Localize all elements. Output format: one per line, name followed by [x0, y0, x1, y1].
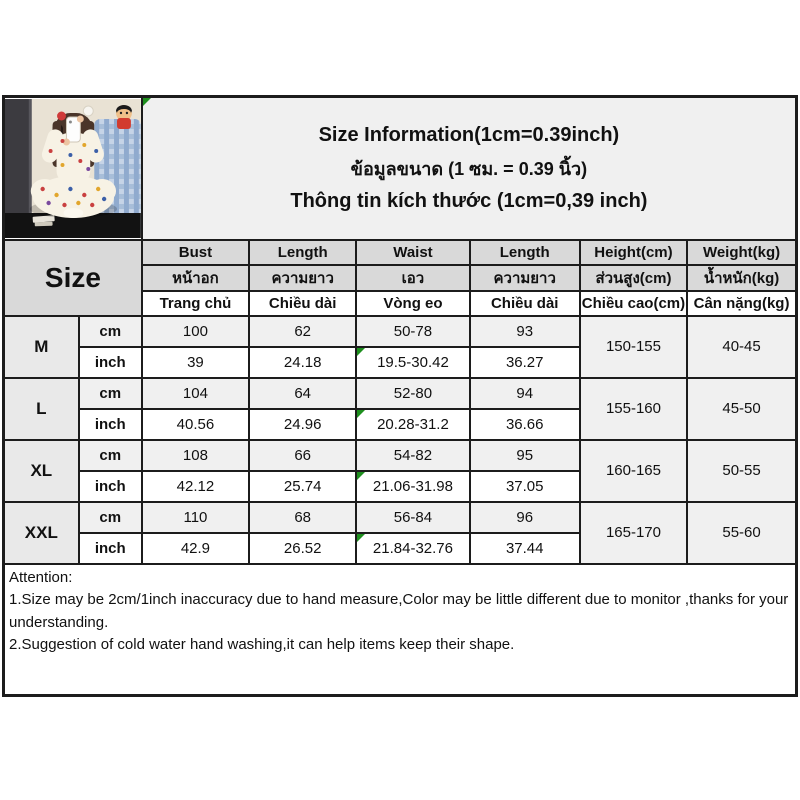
unit-label-inch: inch — [79, 533, 142, 564]
height-range-cell: 150-155 — [580, 316, 687, 378]
measurement-cm-2: 56-84 — [356, 502, 469, 533]
height-range-cell: 160-165 — [580, 440, 687, 502]
measurement-inch-3: 37.05 — [470, 471, 580, 502]
size-name-cell-l: L — [4, 378, 79, 440]
measurement-inch-0: 39 — [142, 347, 249, 378]
column-header-th-3: ความยาว — [470, 265, 580, 291]
size-table-head — [4, 97, 797, 316]
size-table-body — [4, 316, 797, 564]
measurement-cm-1: 66 — [249, 440, 356, 471]
measurement-cm-1: 62 — [249, 316, 356, 347]
measurement-inch-0: 42.12 — [142, 471, 249, 502]
product-photo-cell — [4, 97, 142, 240]
size-row-l-cm — [4, 378, 797, 409]
measurement-inch-3: 36.27 — [470, 347, 580, 378]
column-header-en-2: Waist — [356, 240, 469, 265]
column-header-en-0: Bust — [142, 240, 249, 265]
measurement-inch-1: 25.74 — [249, 471, 356, 502]
column-header-en-3: Length — [470, 240, 580, 265]
column-header-en-1: Length — [249, 240, 356, 265]
size-row-xl-cm — [4, 440, 797, 471]
measurement-inch-0: 40.56 — [142, 409, 249, 440]
measurement-cm-3: 96 — [470, 502, 580, 533]
measurement-inch-1: 24.96 — [249, 409, 356, 440]
height-range-cell: 165-170 — [580, 502, 687, 564]
size-name-cell-xl: XL — [4, 440, 79, 502]
column-header-th-1: ความยาว — [249, 265, 356, 291]
weight-range-cell: 40-45 — [687, 316, 796, 378]
attention-title: Attention: — [9, 568, 73, 586]
column-header-th-5: น้ำหนัก(kg) — [687, 265, 796, 291]
size-info-title-cell — [142, 97, 797, 240]
product-photo — [5, 99, 141, 238]
size-row-xxl-cm — [4, 502, 797, 533]
measurement-inch-2: 20.28-31.2 — [356, 409, 469, 440]
measurement-cm-0: 108 — [142, 440, 249, 471]
unit-label-inch: inch — [79, 409, 142, 440]
measurement-inch-0: 42.9 — [142, 533, 249, 564]
size-row-m-cm — [4, 316, 797, 347]
measurement-cm-3: 94 — [470, 378, 580, 409]
photo-shinchan-plush — [116, 105, 132, 129]
measurement-cm-0: 104 — [142, 378, 249, 409]
title-line-en: Size Information(1cm=0.39inch) — [318, 123, 620, 146]
weight-range-cell: 45-50 — [687, 378, 796, 440]
unit-label-inch: inch — [79, 347, 142, 378]
column-header-vi-5: Cân nặng(kg) — [687, 291, 796, 316]
measurement-cm-2: 54-82 — [356, 440, 469, 471]
measurement-cm-2: 52-80 — [356, 378, 469, 409]
column-header-vi-0: Trang chủ — [142, 291, 249, 316]
weight-range-cell: 50-55 — [687, 440, 796, 502]
unit-label-inch: inch — [79, 471, 142, 502]
column-header-th-2: เอว — [356, 265, 469, 291]
column-header-vi-3: Chiều dài — [470, 291, 580, 316]
size-table — [2, 95, 798, 697]
attention-cell — [4, 564, 797, 696]
column-header-en-5: Weight(kg) — [687, 240, 796, 265]
measurement-cm-0: 110 — [142, 502, 249, 533]
header-row-en — [4, 240, 797, 265]
measurement-inch-2: 19.5-30.42 — [356, 347, 469, 378]
measurement-inch-1: 24.18 — [249, 347, 356, 378]
unit-label-cm: cm — [79, 316, 142, 347]
measurement-inch-3: 37.44 — [470, 533, 580, 564]
column-header-vi-1: Chiều dài — [249, 291, 356, 316]
measurement-cm-3: 95 — [470, 440, 580, 471]
title-line-th: ข้อมูลขนาด (1 ซม. = 0.39 นิ้ว) — [350, 158, 588, 179]
weight-range-cell: 55-60 — [687, 502, 796, 564]
attention-row — [4, 564, 797, 696]
measurement-inch-2: 21.84-32.76 — [356, 533, 469, 564]
unit-label-cm: cm — [79, 440, 142, 471]
measurement-cm-1: 68 — [249, 502, 356, 533]
measurement-cm-1: 64 — [249, 378, 356, 409]
unit-label-cm: cm — [79, 378, 142, 409]
measurement-inch-3: 36.66 — [470, 409, 580, 440]
column-header-th-0: หน้าอก — [142, 265, 249, 291]
measurement-inch-2: 21.06-31.98 — [356, 471, 469, 502]
unit-label-cm: cm — [79, 502, 142, 533]
column-header-vi-4: Chiều cao(cm) — [580, 291, 687, 316]
column-header-en-4: Height(cm) — [580, 240, 687, 265]
attention-note-1: 1.Size may be 2cm/1inch inaccuracy due to hand measure,Color may be little different due to monitor ,thanks for your understanding. — [9, 591, 789, 631]
title-row — [4, 97, 797, 240]
column-header-vi-2: Vòng eo — [356, 291, 469, 316]
measurement-cm-0: 100 — [142, 316, 249, 347]
measurement-cm-2: 50-78 — [356, 316, 469, 347]
size-name-cell-xxl: XXL — [4, 502, 79, 564]
size-table-foot — [4, 564, 797, 696]
measurement-cm-3: 93 — [470, 316, 580, 347]
column-header-th-4: ส่วนสูง(cm) — [580, 265, 687, 291]
size-name-cell-m: M — [4, 316, 79, 378]
title-line-vi: Thông tin kích thước (1cm=0,39 inch) — [290, 189, 648, 212]
height-range-cell: 155-160 — [580, 378, 687, 440]
measurement-inch-1: 26.52 — [249, 533, 356, 564]
size-header-cell: Size — [4, 240, 142, 316]
attention-note-2: 2.Suggestion of cold water hand washing,it can help items keep their shape. — [9, 636, 515, 653]
